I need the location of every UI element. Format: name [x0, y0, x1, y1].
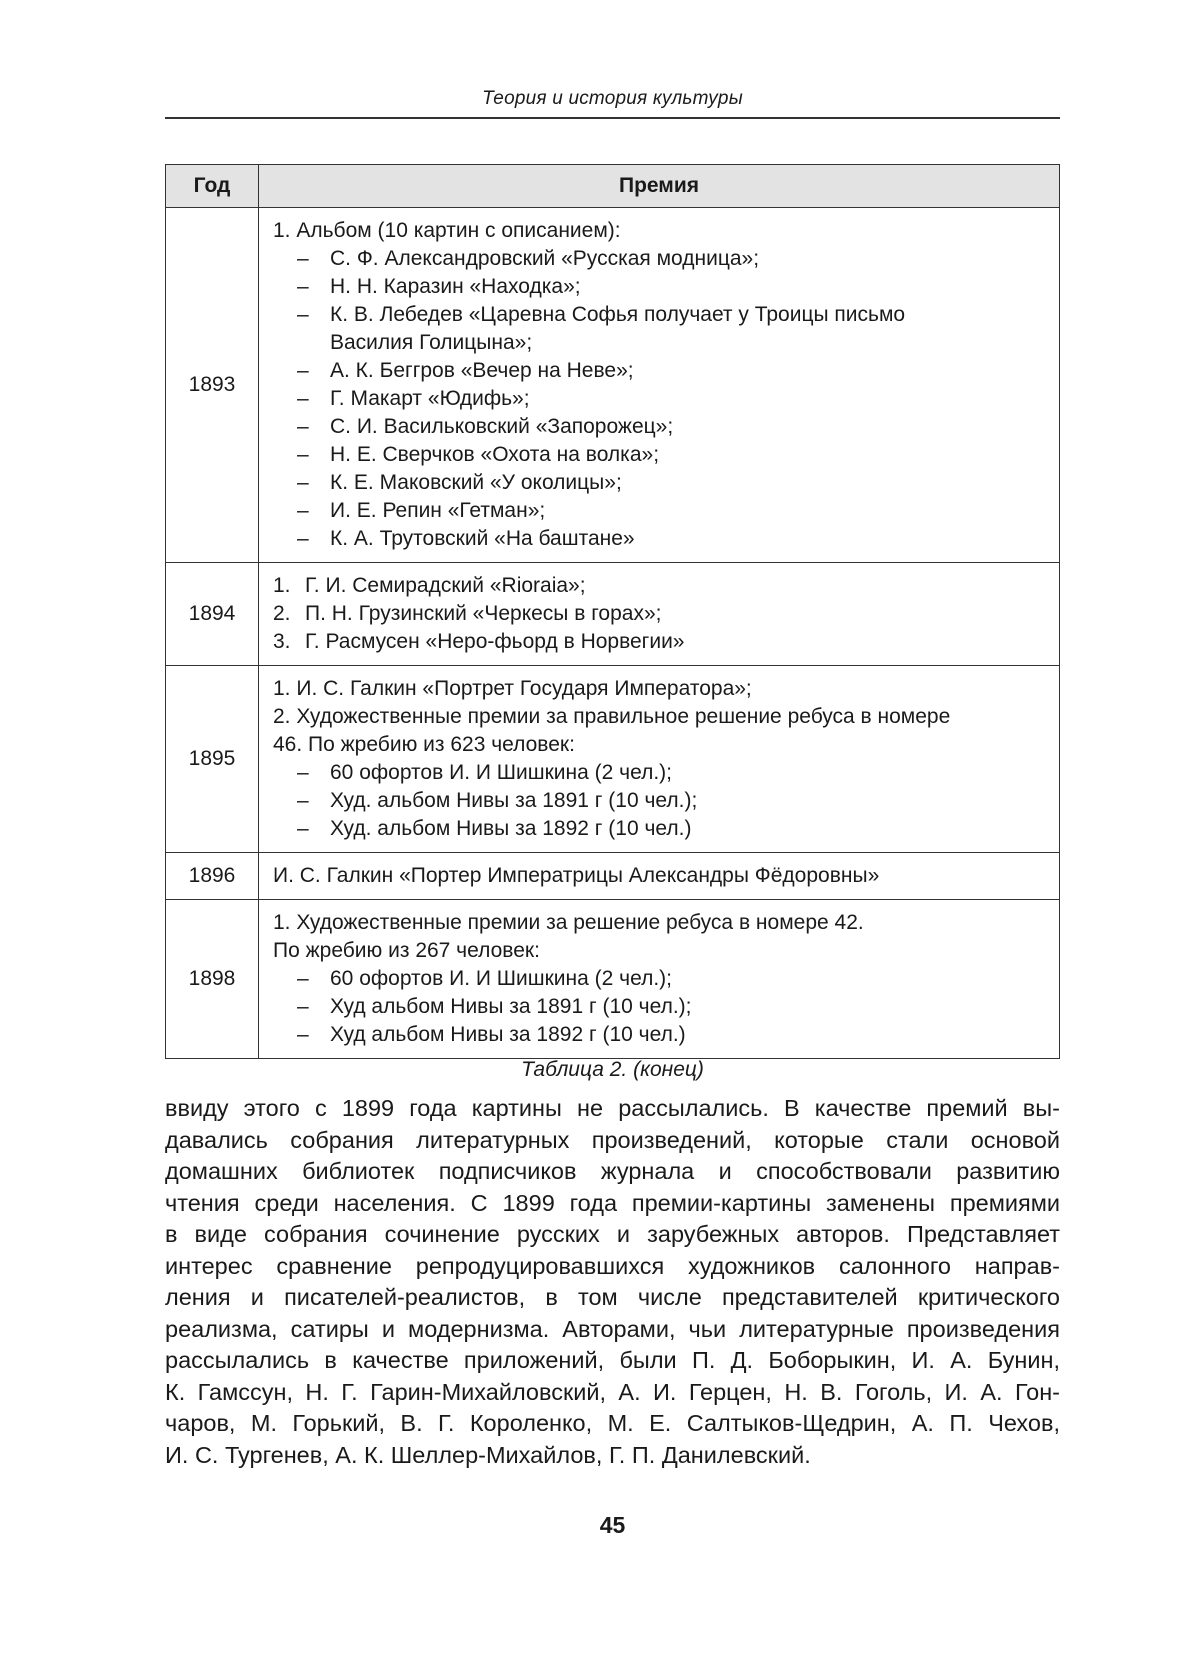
prize-line	[273, 497, 1047, 525]
prize-line	[273, 525, 1047, 553]
prize-line-number: 2.	[273, 602, 291, 625]
prize-line: И. С. Галкин «Портер Императрицы Александры Фёдоровны»	[273, 864, 880, 887]
body-line: в виде собрания сочинение русских и зарубежных авторов. Представляет	[165, 1221, 1060, 1247]
prize-line-number: 3.	[273, 630, 291, 653]
prize-line-text: – 60 офортов И. И Шишкина (2 чел.);	[330, 761, 672, 784]
prize-line	[273, 815, 1047, 843]
prize-line-text: П. Н. Грузинский «Черкесы в горах»;	[305, 602, 662, 625]
prize-line-text: Г. И. Семирадский «Rioraia»;	[305, 574, 586, 597]
running-head: Теория и история культуры	[482, 88, 743, 109]
prize-line	[273, 245, 1047, 273]
prize-line-text: – С. Ф. Александровский «Русская модница»;	[330, 247, 760, 270]
prize-line: 1. Художественные премии за решение ребуса в номере 42.	[273, 911, 864, 934]
prize-line-text: – Н. Н. Каразин «Находка»;	[330, 275, 581, 298]
prize-cell	[259, 900, 1060, 1059]
body-paragraph	[165, 1093, 1060, 1471]
prize-cell	[259, 563, 1060, 666]
body-line: чтения среди населения. С 1899 года премии-картины заменены премиями	[165, 1189, 1060, 1216]
prize-line	[273, 469, 1047, 497]
table-caption: Таблица 2. (конец)	[521, 1058, 704, 1081]
prize-line: 1. Альбом (10 картин с описанием):	[273, 219, 621, 242]
prize-line-text: – Г. Макарт «Юдифь»;	[330, 387, 530, 410]
body-line: рассылались в качестве приложений, были П. Д. Боборыкин, И. А. Бунин,	[165, 1347, 1060, 1373]
table-body	[166, 208, 1060, 1059]
body-line: ления и писателей-реалистов, в том числе представителей критического	[165, 1284, 1060, 1310]
prize-cell	[259, 666, 1060, 853]
year-cell: 1898	[166, 900, 259, 1059]
prize-line-text: – Н. Е. Сверчков «Охота на волка»;	[330, 443, 660, 466]
prize-line	[273, 273, 1047, 301]
prize-line	[273, 572, 1047, 600]
year-cell: 1893	[166, 208, 259, 563]
prize-line-text: – Худ альбом Нивы за 1892 г (10 чел.)	[330, 1023, 686, 1046]
prize-cell	[259, 853, 1060, 900]
prize-line	[273, 628, 1047, 656]
table-row	[166, 666, 1060, 853]
prize-line-text: – Худ. альбом Нивы за 1892 г (10 чел.)	[330, 817, 692, 840]
prize-line-text: – А. К. Беггров «Вечер на Неве»;	[330, 359, 634, 382]
year-cell: 1895	[166, 666, 259, 853]
prize-line: 1. И. С. Галкин «Портрет Государя Императора»;	[273, 677, 752, 700]
body-line: домашних библиотек подписчиков журнала и способствовали развитию	[165, 1158, 1060, 1184]
prize-line	[273, 787, 1047, 815]
year-cell: 1896	[166, 853, 259, 900]
body-line: реализма, сатиры и модернизма. Авторами, чьи литературные произведения	[165, 1315, 1060, 1342]
prize-line	[273, 413, 1047, 441]
prize-line: 2. Художественные премии за правильное решение ребуса в номере	[273, 705, 951, 728]
prize-line-text: Василия Голицына»;	[330, 331, 533, 354]
prize-line	[273, 385, 1047, 413]
prize-line	[273, 759, 1047, 787]
prize-line: 46. По жребию из 623 человек:	[273, 733, 575, 756]
body-line: ввиду этого с 1899 года картины не рассылались. В качестве премий вы-	[165, 1095, 1060, 1121]
prize-line-text: – Худ альбом Нивы за 1891 г (10 чел.);	[330, 995, 692, 1018]
body-line: давались собрания литературных произведений, которые стали основой	[165, 1126, 1060, 1153]
body-line: чаров, М. Горький, В. Г. Короленко, М. Е. Салтыков-Щедрин, А. П. Чехов,	[165, 1410, 1060, 1436]
table-row	[166, 208, 1060, 563]
prize-line	[273, 357, 1047, 385]
body-line: интерес сравнение репродуцировавшихся художников салонного направ-	[165, 1252, 1060, 1279]
prize-line-text: – С. И. Васильковский «Запорожец»;	[330, 415, 674, 438]
prize-line-text: – К. В. Лебедев «Царевна Софья получает у Троицы письмо	[330, 303, 906, 326]
table-row	[166, 900, 1060, 1059]
prize-line-text: – К. А. Трутовский «На баштане»	[330, 527, 635, 550]
table-row	[166, 563, 1060, 666]
prize-line	[273, 600, 1047, 628]
prize-line	[273, 1021, 1047, 1049]
header-divider	[165, 117, 1060, 119]
table-header-row	[166, 165, 1060, 208]
prize-line-text: – К. Е. Маковский «У околицы»;	[330, 471, 622, 494]
page-number: 45	[599, 1512, 626, 1538]
header-year: Год	[166, 165, 259, 208]
prize-line: По жребию из 267 человек:	[273, 939, 540, 962]
prize-line	[273, 993, 1047, 1021]
table-row	[166, 853, 1060, 900]
prize-line	[273, 329, 1047, 357]
prize-cell	[259, 208, 1060, 563]
body-line: И. С. Тургенев, А. К. Шеллер-Михайлов, Г. П. Данилевский.	[165, 1441, 811, 1468]
prize-line	[273, 441, 1047, 469]
prize-line-text: – Худ. альбом Нивы за 1891 г (10 чел.);	[330, 789, 698, 812]
prize-line-text: – И. Е. Репин «Гетман»;	[330, 499, 546, 522]
year-cell: 1894	[166, 563, 259, 666]
awards-table	[165, 164, 1060, 1059]
prize-line-text: Г. Расмусен «Неро-фьорд в Норвегии»	[305, 630, 685, 653]
prize-line	[273, 965, 1047, 993]
prize-line-number: 1.	[273, 574, 291, 597]
prize-line	[273, 301, 1047, 329]
body-line: К. Гамссун, Н. Г. Гарин-Михайловский, А. И. Герцен, Н. В. Гоголь, И. А. Гон-	[165, 1378, 1060, 1405]
header-prize: Премия	[259, 165, 1060, 208]
prize-line-text: – 60 офортов И. И Шишкина (2 чел.);	[330, 967, 672, 990]
